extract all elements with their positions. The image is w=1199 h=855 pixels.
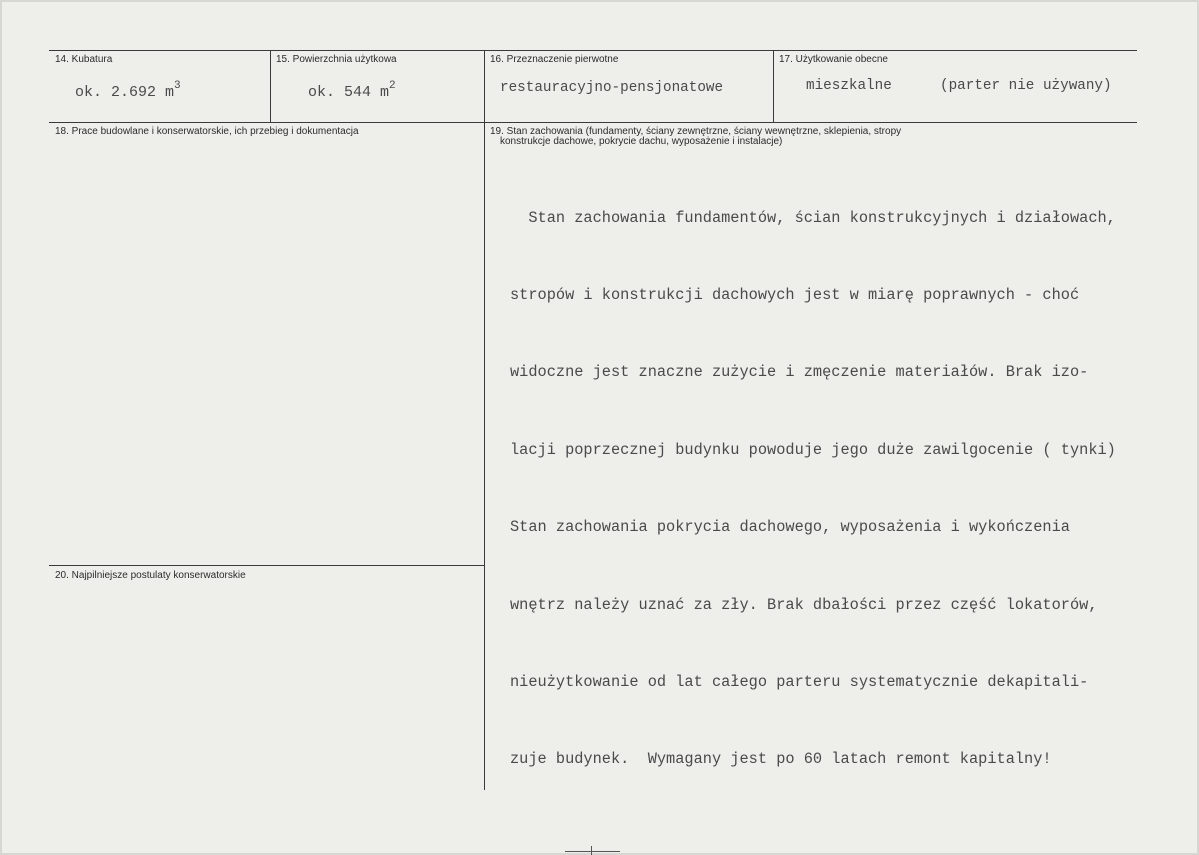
field-19-text xyxy=(510,154,1116,825)
field-14-value xyxy=(75,79,181,102)
field-19-text-line: Stan zachowania fundamentów, ścian konstrukcyjnych i działowach, xyxy=(510,208,1116,227)
field-14-label: 14. Kubatura xyxy=(55,54,113,65)
registration-tick-mark xyxy=(591,846,592,855)
field-15-value xyxy=(308,79,396,102)
field-15-label: 15. Powierzchnia użytkowa xyxy=(276,54,397,65)
field-15-value-exponent: 2 xyxy=(389,80,396,92)
field-19-text-line: wnętrz należy uznać za zły. Brak dbałości przez część lokatorów, xyxy=(510,595,1098,614)
field-19-text-line: nieużytkowanie od lat całego parteru systematycznie dekapitali- xyxy=(510,672,1089,691)
field-16-value: restauracyjno-pensjonatowe xyxy=(500,80,724,96)
rule-v1 xyxy=(270,50,271,122)
field-19-label-line1: 19. Stan zachowania (fundamenty, ściany zewnętrzne, ściany wewnętrzne, sklepienia, stropy xyxy=(490,126,902,137)
field-18-label: 18. Prace budowlane i konserwatorskie, ich przebieg i dokumentacja xyxy=(55,126,359,137)
field-16-label: 16. Przeznaczenie pierwotne xyxy=(490,54,619,65)
rule-row1-bottom xyxy=(49,122,1137,123)
field-19-text-line: lacji poprzecznej budynku powoduje jego duże zawilgocenie ( tynki) xyxy=(510,440,1116,459)
field-19-text-line: stropów i konstrukcji dachowych jest w miarę poprawnych - choć xyxy=(510,285,1080,304)
field-17-note: (parter nie używany) xyxy=(940,78,1112,94)
rule-v2 xyxy=(484,50,485,790)
field-20-label: 20. Najpilniejsze postulaty konserwatorskie xyxy=(55,570,246,581)
field-14-value-text: ok. 2.692 m xyxy=(75,84,175,101)
registration-tick xyxy=(565,851,620,852)
field-19-label-line2: konstrukcje dachowe, pokrycie dachu, wyposażenie i instalacje) xyxy=(500,136,783,147)
field-17-label: 17. Użytkowanie obecne xyxy=(779,54,888,65)
rule-top xyxy=(49,50,1137,51)
field-17-value: mieszkalne xyxy=(806,78,892,94)
field-19-text-line: Stan zachowania pokrycia dachowego, wyposażenia i wykończenia xyxy=(510,518,1070,537)
field-19-text-line: widoczne jest znaczne zużycie i zmęczenie materiałów. Brak izo- xyxy=(510,363,1089,382)
field-14-value-exponent: 3 xyxy=(174,80,181,92)
field-15-value-text: ok. 544 m xyxy=(308,84,390,101)
rule-v3 xyxy=(773,50,774,122)
rule-field20-top xyxy=(49,565,484,566)
field-19-text-line: zuje budynek. Wymagany jest po 60 latach remont kapitalny! xyxy=(510,750,1052,769)
